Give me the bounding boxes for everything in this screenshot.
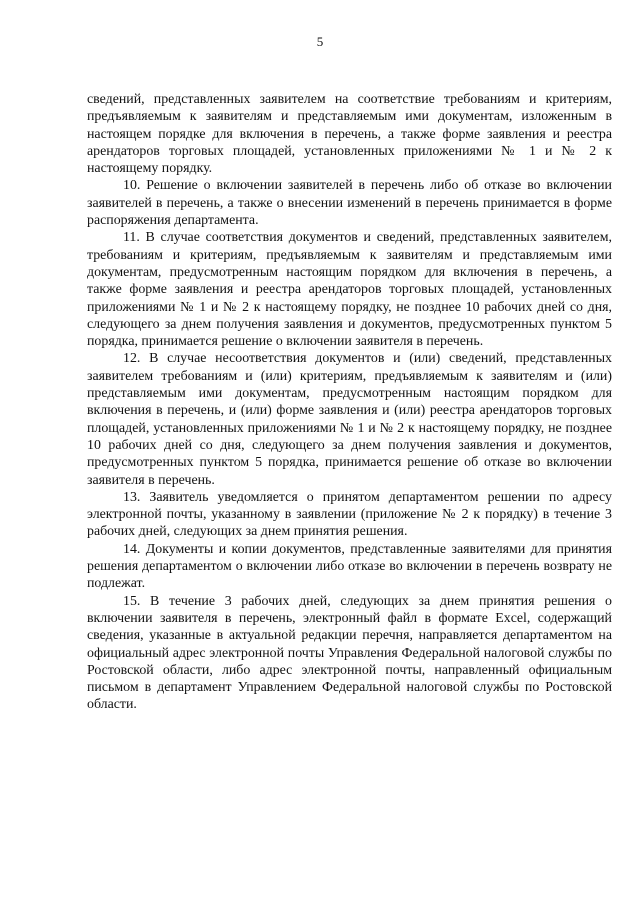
paragraph-10: 10. Решение о включении заявителей в перечень либо об отказе во включении заявителей в перечень, а также о внесении изменений в перечень принимается в форме распоряжения департамента. [87, 178, 612, 229]
paragraph-14: 14. Документы и копии документов, представленные заявителями для принятия решения департаментом о включении либо отказе во включении в перечень возврату не подлежат. [87, 541, 612, 592]
paragraph-continuation: сведений, представленных заявителем на соответствие требованиям и критериям, предъявляемым к заявителям и представляемым ими документам, изложенным в настоящем порядке для включения в перечень, а также форме заявления и реестра арендаторов торговых площадей, установленных приложениями № 1 и № 2 к настоящему порядку. [87, 92, 612, 177]
document-body [87, 91, 612, 714]
page-number: 5 [316, 34, 324, 49]
paragraph-12: 12. В случае несоответствия документов и (или) сведений, представленных заявителем требованиям и (или) критериям, предъявляемым к заявителям и (или) представляемым ими документам, предусмотренным настоящим порядком для включения в перечень, и (или) форме заявления и (или) реестра арендаторов торговых площадей, установленных приложениями № 1 и № 2 к настоящему порядку, не позднее 10 рабочих дней со дня, следующего за днем получения заявления и документов, предусмотренных пунктом 5 порядка, принимается решение об отказе во включении заявителя в перечень. [87, 351, 612, 488]
paragraph-11: 11. В случае соответствия документов и сведений, представленных заявителем, требованиям и критериям, предъявляемым к заявителям и представляемым ими документам, предусмотренным настоящим порядком для включения в перечень, а также форме заявления и реестра арендаторов торговых площадей, установленных приложениями № 1 и № 2 к настоящему порядку, не позднее 10 рабочих дней со дня, следующего за днем получения заявления и документов, предусмотренных пунктом 5 порядка, принимается решение о включении заявителя в перечень. [87, 230, 612, 350]
paragraph-13: 13. Заявитель уведомляется о принятом департаментом решении по адресу электронной почты, указанному в заявлении (приложение № 2 к порядку) в течение 3 рабочих дней, следующих за днем принятия решения. [87, 489, 612, 540]
paragraph-15: 15. В течение 3 рабочих дней, следующих за днем принятия решения о включении заявителя в перечень, электронный файл в формате Excel, содержащий сведения, указанные в актуальной редакции перечня, направляется департаментом на официальный адрес электронной почты Управления Федеральной налоговой службы по Ростовской области, либо адрес электронной почты, направленный официальным письмом в департамент Управлением Федеральной налоговой службы по Ростовской области. [87, 593, 612, 713]
